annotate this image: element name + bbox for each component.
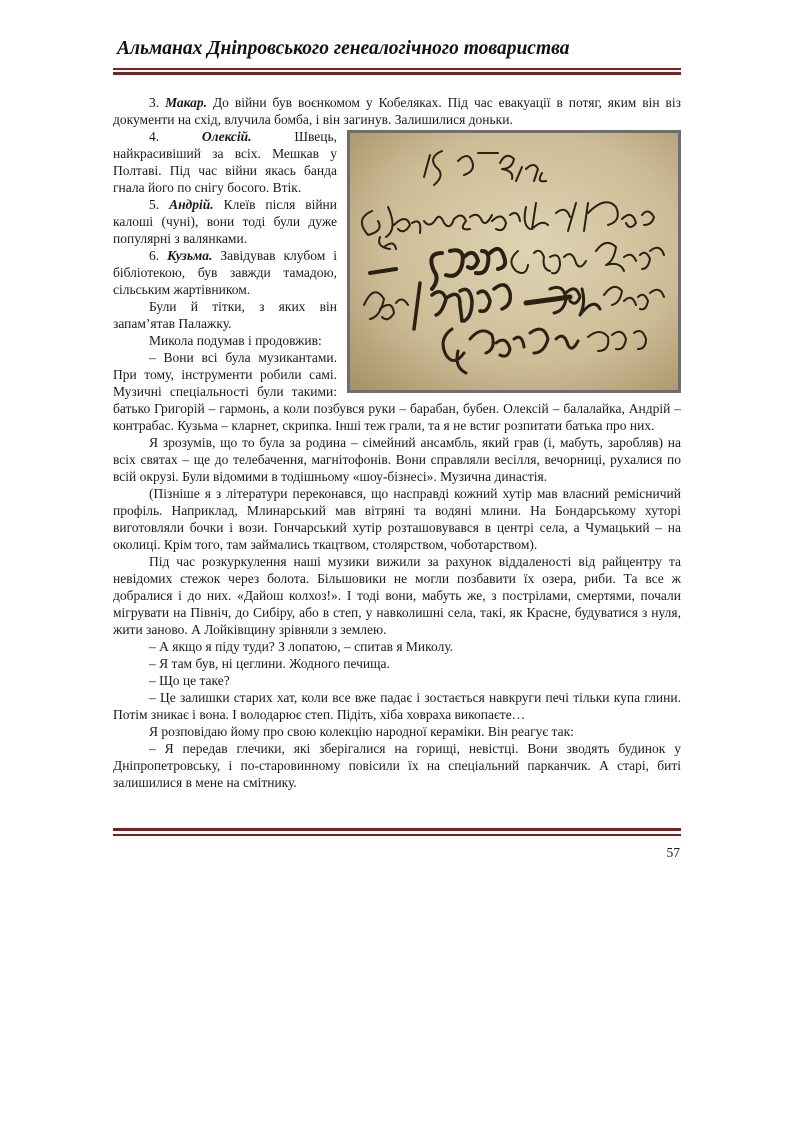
paragraph: 4. Олексій. Швець, найкрасивіший за всіх. Мешкав у Полтаві. Під час війни якась банда гнала його по снігу босого. Втік.	[113, 129, 337, 195]
page-header-title: Альманах Дніпровського генеалогічного товариства	[117, 38, 570, 59]
footer-rule	[113, 828, 681, 831]
paragraph: 5. Андрій. Клеїв після війни калоші (чуні), вони тоді були дуже популярні з валянками.	[113, 197, 338, 246]
paragraph: – Я там був, ні цеглини. Жодного печища.	[149, 656, 390, 671]
paragraph: Під час розкуркулення наші музики вижили за рахунок віддаленості від райцентру та невідомих стежок через болота. Більшовики не могли позбавити їх озера, риби. Та все ж добралися і до них. «Дайош колхоз!». І тоді вони, мабуть же, з пострілами, смертями, почали мігрувати на Північ, до Сибіру, або в степ, у навколишні села, такі, як Красне, будуватися з нуля, жити заново. А Лойківщину зрівняли з землею.	[113, 554, 681, 637]
person-name: Олексій.	[201, 129, 252, 144]
paragraph: – Я передав глечики, які зберігалися на горищі, невістці. Вони зводять будинок у Дніпропетровську, і по-старовинному повісили їх на спеціальний парканчик. А старі, биті залишилися в мене на смітнику.	[113, 741, 681, 790]
header-rule	[113, 72, 681, 75]
paragraph: Микола подумав і продовжив:	[149, 333, 322, 348]
paragraph: – Вони всі була музикантами. При тому, інструменти робили самі. Музичні спеціальності були такими: батько Григорій – гармонь, а коли позбувся руки – барабан, бубен. Олексій – балалайка, Андрій – контрабас. Кузьма – кларнет, скрипка. Інші теж грали, та я не встиг розпитати батька про них.	[113, 350, 681, 433]
paragraph: – А якщо я піду туди? З лопатою, – спитав я Миколу.	[149, 639, 454, 654]
paragraph: 6. Кузьма. Завідував клубом і бібліотекою, був завжди тамадою, сільським жартівником.	[113, 248, 338, 297]
paragraph: – Що це таке?	[149, 673, 230, 688]
paragraph: (Пізніше я з літератури переконався, що насправді кожний хутір мав власний ремісничий профіль. Наприклад, Млинарський мав вітряні та водяні млини. На Бондарському хуторі виготовляли бочки і вози. Гончарський хутір розташовувався в центрі села, а Чумацький – на околиці. Крім того, там займались ткацтвом, столярством, чоботарством).	[113, 486, 681, 552]
paragraph: Були й тітки, з яких він запам’ятав Палажку.	[113, 299, 337, 331]
paragraph: Я зрозумів, що то була за родина – сімейний ансамбль, який грав (і, мабуть, заробляв) на всіх святах – ще до телебачення, магнітофонів. Вони справляли весілля, вечорниці, рухалися по всій окрузі. Були відомими в тодішньому «шоу-бізнесі». Музична династія.	[113, 435, 681, 484]
person-name: Макар.	[165, 95, 208, 110]
paragraph: – Це залишки старих хат, коли все вже падає і зостається навкруги печі тільки купа глини. Потім зникає і вона. І володарює степ. Підіть, хіба ховраха викопаєте…	[113, 690, 681, 722]
footer-rule	[113, 834, 681, 836]
header-rule	[113, 68, 681, 70]
page-number: 57	[666, 845, 680, 860]
paragraph: 3. Макар. До війни був воєнкомом у Кобеляках. Під час евакуації в потяг, яким він віз документи на схід, влучила бомба, і він загинув. Залишилися доньки.	[113, 95, 682, 127]
handwritten-document-image	[347, 130, 681, 393]
person-name: Кузьма.	[167, 248, 213, 263]
article-body	[113, 94, 681, 791]
handwritten-document-icon	[350, 133, 678, 390]
paragraph: Я розповідаю йому про свою колекцію народної кераміки. Він реагує так:	[149, 724, 574, 739]
person-name: Андрій.	[169, 197, 214, 212]
